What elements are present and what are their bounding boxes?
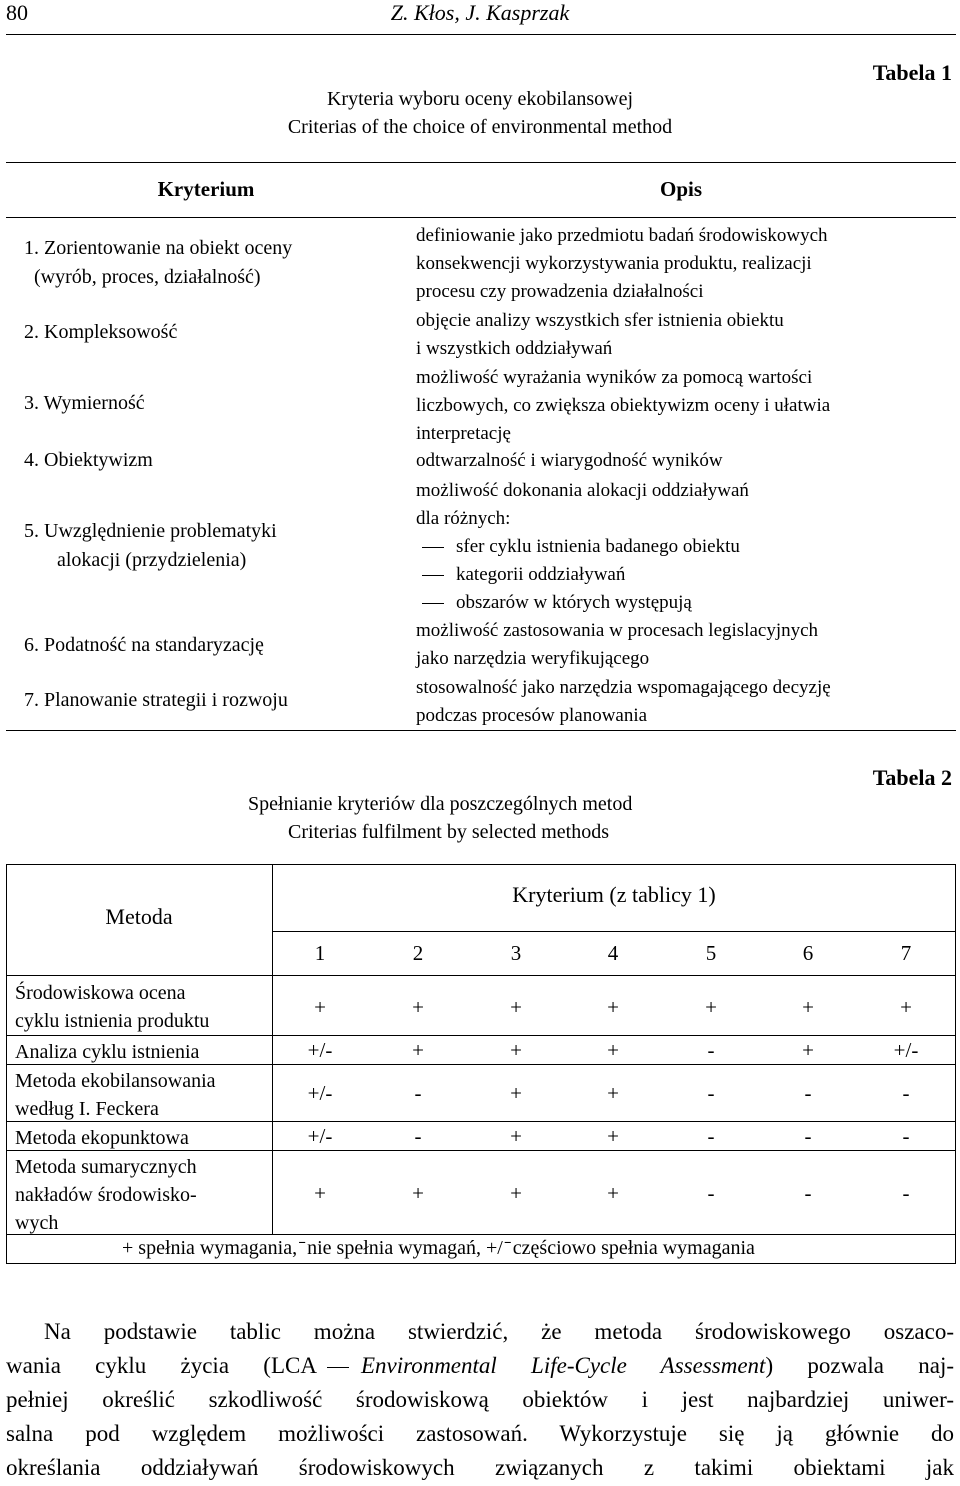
method-name-line: Metoda sumarycznych (15, 1156, 197, 1178)
paragraph-line: pełniej określić szkodliwość środowiskową obiektów i jest najbardziej uniwer- (6, 1387, 954, 1412)
table1-row3-description (416, 364, 830, 448)
table1-row4-description: odtwarzalność i wiarygodność wyników (416, 450, 723, 471)
table2-title-en: Criterias fulfilment by selected methods (288, 821, 610, 843)
description-line: i wszystkich oddziaływań (416, 338, 613, 359)
criterion-value: +/- (307, 1038, 333, 1062)
description-line: podczas procesów planowania (416, 705, 648, 726)
criterion-value: - (707, 1081, 715, 1105)
table1-row1-description (416, 222, 828, 306)
criterion-value: - (707, 1038, 715, 1062)
criterion-value: + (510, 1081, 522, 1105)
criterion-value: + (314, 995, 326, 1019)
bullet-item (416, 533, 749, 561)
method-name-line: Analiza cyklu istnienia (15, 1041, 200, 1063)
table2-bottom-rule (6, 1263, 956, 1264)
criterion-value: + (705, 995, 717, 1019)
table2-col-criterion-group: Kryterium (z tablicy 1) (512, 882, 716, 907)
method-name (15, 979, 209, 1035)
method-name-line: nakładów środowisko- (15, 1184, 197, 1206)
description-line: procesu czy prowadzenia działalności (416, 281, 704, 302)
method-name-line: Metoda ekobilansowania (15, 1070, 216, 1092)
criterion-value: - (804, 1081, 812, 1105)
criterion-value: + (607, 1038, 619, 1062)
method-name-line: Metoda ekopunktowa (15, 1127, 189, 1149)
criterion-value: + (412, 995, 424, 1019)
criterion-line: (wyrób, proces, działalność) (34, 266, 261, 288)
running-header-authors: Z. Kłos, J. Kasprzak (390, 0, 570, 25)
description-line: konsekwencji wykorzystywania produktu, realizacji (416, 253, 812, 274)
criterion-value: - (902, 1124, 910, 1148)
criterion-value: - (902, 1081, 910, 1105)
bullet-text: obszarów w których występują (456, 592, 692, 613)
paragraph-line: Na podstawie tablic można stwierdzić, że metoda środowiskowego oszaco- (44, 1319, 954, 1344)
criterion-number-2: 2 (412, 941, 424, 965)
table1-row5-criterion (24, 517, 277, 575)
table1-title-en: Criterias of the choice of environmental method (287, 116, 673, 138)
table2-header-rule (6, 975, 956, 976)
criterion-number-5: 5 (705, 941, 717, 965)
criterion-value: +/- (307, 1124, 333, 1148)
criterion-value: + (802, 995, 814, 1019)
table1-row3-criterion: 3. Wymierność (24, 392, 145, 414)
dash-icon (422, 575, 444, 576)
criterion-value: + (412, 1181, 424, 1205)
criterion-value: + (412, 1038, 424, 1062)
criterion-value: +/- (893, 1038, 919, 1062)
criterion-value: - (707, 1124, 715, 1148)
table2-label: Tabela 2 (872, 765, 952, 790)
description-line: jako narzędzia weryfikującego (416, 648, 650, 669)
method-name-line: wych (15, 1212, 59, 1234)
table1-col-criterion: Kryterium (157, 177, 255, 201)
criterion-number-6: 6 (802, 941, 814, 965)
table2-method-divider (272, 864, 273, 1234)
table1-row2-description (416, 307, 784, 363)
criterion-value: + (802, 1038, 814, 1062)
table1-row7-description (416, 674, 831, 730)
description-line: interpretację (416, 423, 511, 444)
description-line: możliwość wyrażania wyników za pomocą wartości (416, 367, 813, 388)
page-number: 80 (6, 0, 28, 25)
criterion-value: - (414, 1081, 422, 1105)
bullet-text: sfer cyklu istnienia badanego obiektu (456, 536, 740, 557)
table2-subheader-rule (272, 931, 956, 932)
criterion-value: - (804, 1124, 812, 1148)
dash-icon (422, 547, 444, 548)
description-line: liczbowych, co zwiększa obiektywizm oceny i ułatwia (416, 395, 831, 416)
description-line: objęcie analizy wszystkich sfer istnienia obiektu (416, 310, 784, 331)
bullet-text: kategorii oddziaływań (456, 564, 626, 585)
table1-bottom-rule (6, 730, 956, 731)
criterion-value: + (510, 995, 522, 1019)
method-name (15, 1124, 189, 1152)
description-line: możliwość dokonania alokacji oddziaływań (416, 480, 749, 501)
description-line: definiowanie jako przedmiotu badań środowiskowych (416, 225, 828, 246)
criterion-value: - (804, 1181, 812, 1205)
table1-row2-criterion: 2. Kompleksowość (24, 321, 178, 343)
criterion-value: - (414, 1124, 422, 1148)
dash-icon (422, 603, 444, 604)
criterion-number-4: 4 (607, 941, 619, 965)
paragraph-line: określania oddziaływań środowiskowych związanych z takimi obiektami jak (6, 1455, 954, 1480)
table1-top-rule (6, 162, 956, 163)
method-name (15, 1067, 216, 1123)
criterion-number-3: 3 (510, 941, 522, 965)
dash-icon (327, 1367, 349, 1368)
criterion-number-7: 7 (900, 941, 912, 965)
table1-title-pl: Kryteria wyboru oceny ekobilansowej (326, 88, 633, 110)
table2-top-rule (6, 864, 956, 865)
paragraph-line: salna pod względem możliwości zastosowań. Wykorzystuje się ją głównie do (6, 1421, 954, 1446)
table1-header-rule (6, 217, 956, 218)
criterion-value: +/- (307, 1081, 333, 1105)
method-name (15, 1038, 199, 1066)
criterion-value: + (607, 1081, 619, 1105)
criterion-line: 1. Zorientowanie na obiekt oceny (24, 237, 293, 259)
table1-row1-criterion (24, 234, 292, 292)
table1-col-description: Opis (659, 177, 703, 201)
table1-row7-criterion: 7. Planowanie strategii i rozwoju (24, 689, 288, 711)
table1-row4-criterion: 4. Obiektywizm (24, 449, 153, 471)
method-name-line: Środowiskowa ocena (15, 982, 186, 1004)
paragraph-line (6, 1349, 954, 1383)
header-rule (6, 34, 956, 35)
bullet-item (416, 561, 749, 589)
table1-row6-criterion: 6. Podatność na standaryzację (24, 634, 264, 656)
table2-title-pl: Spełnianie kryteriów dla poszczególnych metod (248, 793, 633, 815)
table1-label: Tabela 1 (872, 60, 952, 85)
table1-row5-description (416, 477, 749, 617)
criterion-value: + (900, 995, 912, 1019)
criterion-value: + (607, 1181, 619, 1205)
criterion-value: + (607, 995, 619, 1019)
table2-col-method: Metoda (105, 904, 173, 929)
description-line: dla różnych: (416, 508, 511, 529)
method-name-line: cyklu istnienia produktu (15, 1010, 210, 1032)
table2-row-rule (6, 1035, 956, 1036)
criterion-value: + (510, 1181, 522, 1205)
criterion-value: - (902, 1181, 910, 1205)
description-line: możliwość zastosowania w procesach legislacyjnych (416, 620, 819, 641)
table1-row6-description (416, 617, 818, 673)
criterion-value: + (510, 1124, 522, 1148)
criterion-value: + (607, 1124, 619, 1148)
description-line: stosowalność jako narzędzia wspomagającego decyzję (416, 677, 831, 698)
bullet-item (416, 589, 749, 617)
criterion-line: alokacji (przydzielenia) (57, 549, 247, 571)
criterion-value: + (314, 1181, 326, 1205)
text-span: wania cyklu życia (LCA (6, 1353, 317, 1378)
text-span: ) pozwala naj- (765, 1353, 954, 1378)
table2-legend: + spełnia wymagania, ̄ nie spełnia wymagań, +/ ̄ częściowo spełnia wymagania (122, 1237, 755, 1259)
method-name-line: według I. Feckera (15, 1098, 159, 1120)
criterion-line: 5. Uwzględnienie problematyki (24, 520, 277, 542)
criterion-value: + (510, 1038, 522, 1062)
text-span: Environmental Life-Cycle Assessment (360, 1353, 766, 1378)
criterion-value: - (707, 1181, 715, 1205)
body-paragraph (6, 1315, 954, 1485)
method-name (15, 1153, 197, 1237)
criterion-number-1: 1 (314, 941, 326, 965)
